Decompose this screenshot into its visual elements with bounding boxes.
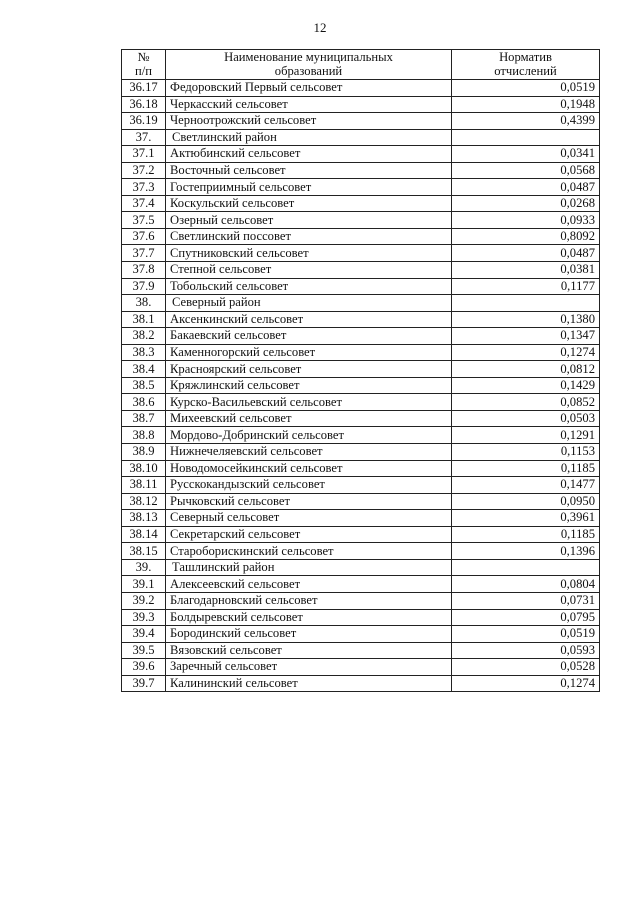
table-row [122, 477, 600, 494]
municipality-name: Северный сельсовет [166, 510, 452, 527]
norm-value: 0,0852 [452, 394, 600, 411]
table-row [122, 526, 600, 543]
table-row [122, 344, 600, 361]
norm-value: 0,1948 [452, 96, 600, 113]
row-number: 38.8 [122, 427, 166, 444]
row-number: 37. [122, 129, 166, 146]
municipality-name: Кряжлинский сельсовет [166, 377, 452, 394]
norm-value: 0,0519 [452, 626, 600, 643]
table-row [122, 510, 600, 527]
municipality-name: Озерный сельсовет [166, 212, 452, 229]
municipality-name: Михеевский сельсовет [166, 410, 452, 427]
district-name: Светлинский район [166, 129, 452, 146]
table-row [122, 460, 600, 477]
table-row [122, 179, 600, 196]
table-row [122, 493, 600, 510]
table-row [122, 427, 600, 444]
row-number: 39. [122, 559, 166, 576]
row-number: 39.3 [122, 609, 166, 626]
row-number: 39.2 [122, 592, 166, 609]
row-number: 37.5 [122, 212, 166, 229]
district-row [122, 129, 600, 146]
row-number: 38.10 [122, 460, 166, 477]
municipality-name: Вязовский сельсовет [166, 642, 452, 659]
row-number: 38.1 [122, 311, 166, 328]
row-number: 36.19 [122, 113, 166, 130]
row-number: 37.1 [122, 146, 166, 163]
municipality-name: Бакаевский сельсовет [166, 328, 452, 345]
table-row [122, 328, 600, 345]
row-number: 38.9 [122, 444, 166, 461]
row-number: 38.6 [122, 394, 166, 411]
norms-table [121, 49, 600, 692]
norm-value: 0,0528 [452, 659, 600, 676]
table-row [122, 80, 600, 97]
municipality-name: Русскокандызский сельсовет [166, 477, 452, 494]
row-number: 39.7 [122, 675, 166, 692]
row-number: 36.17 [122, 80, 166, 97]
municipality-name: Аксенкинский сельсовет [166, 311, 452, 328]
norm-value: 0,0731 [452, 592, 600, 609]
municipality-name: Каменногорский сельсовет [166, 344, 452, 361]
norm-value: 0,3961 [452, 510, 600, 527]
municipality-name: Спутниковский сельсовет [166, 245, 452, 262]
row-number: 39.5 [122, 642, 166, 659]
table-row [122, 146, 600, 163]
row-number: 38.12 [122, 493, 166, 510]
norm-value: 0,1274 [452, 344, 600, 361]
table-row [122, 228, 600, 245]
municipality-name: Нижнечеляевский сельсовет [166, 444, 452, 461]
norm-value: 0,0933 [452, 212, 600, 229]
norm-value: 0,1153 [452, 444, 600, 461]
row-number: 39.1 [122, 576, 166, 593]
row-number: 38.5 [122, 377, 166, 394]
row-number: 39.4 [122, 626, 166, 643]
table-row [122, 377, 600, 394]
municipality-name: Тобольский сельсовет [166, 278, 452, 295]
municipality-name: Алексеевский сельсовет [166, 576, 452, 593]
row-number: 38.14 [122, 526, 166, 543]
row-number: 38.11 [122, 477, 166, 494]
row-number: 38.7 [122, 410, 166, 427]
table-row [122, 212, 600, 229]
row-number: 38.15 [122, 543, 166, 560]
row-number: 39.6 [122, 659, 166, 676]
table-row [122, 576, 600, 593]
table-row [122, 659, 600, 676]
table-body [122, 80, 600, 692]
row-number: 38.3 [122, 344, 166, 361]
row-number: 36.18 [122, 96, 166, 113]
table-row [122, 96, 600, 113]
norm-value: 0,1429 [452, 377, 600, 394]
municipality-name: Секретарский сельсовет [166, 526, 452, 543]
municipality-name: Черкасский сельсовет [166, 96, 452, 113]
norm-value: 0,0812 [452, 361, 600, 378]
municipality-name: Федоровский Первый сельсовет [166, 80, 452, 97]
norm-value: 0,0341 [452, 146, 600, 163]
page-number: 12 [313, 20, 327, 35]
table-row [122, 444, 600, 461]
municipality-name: Восточный сельсовет [166, 162, 452, 179]
norm-value: 0,4399 [452, 113, 600, 130]
table-row [122, 278, 600, 295]
table-row [122, 642, 600, 659]
row-number: 37.7 [122, 245, 166, 262]
municipality-name: Степной сельсовет [166, 262, 452, 279]
row-number: 37.4 [122, 195, 166, 212]
table-row [122, 311, 600, 328]
municipality-name: Мордово-Добринский сельсовет [166, 427, 452, 444]
norm-value [452, 295, 600, 312]
row-number: 38.2 [122, 328, 166, 345]
table-row [122, 262, 600, 279]
norm-value: 0,1185 [452, 526, 600, 543]
district-name: Ташлинский район [166, 559, 452, 576]
norm-value: 0,1477 [452, 477, 600, 494]
norm-value: 0,0487 [452, 179, 600, 196]
row-number: 37.9 [122, 278, 166, 295]
norm-value: 0,1396 [452, 543, 600, 560]
norm-value: 0,0950 [452, 493, 600, 510]
norm-value: 0,1185 [452, 460, 600, 477]
norm-value: 0,0487 [452, 245, 600, 262]
table-row [122, 361, 600, 378]
municipality-name: Актюбинский сельсовет [166, 146, 452, 163]
district-row [122, 559, 600, 576]
norm-value: 0,1347 [452, 328, 600, 345]
norm-value [452, 129, 600, 146]
norm-value: 0,0795 [452, 609, 600, 626]
municipality-name: Новодомосейкинский сельсовет [166, 460, 452, 477]
table-row [122, 675, 600, 692]
row-number: 38.4 [122, 361, 166, 378]
header-row [122, 50, 600, 80]
district-name: Северный район [166, 295, 452, 312]
norm-value: 0,0381 [452, 262, 600, 279]
table-row [122, 626, 600, 643]
norm-value: 0,1274 [452, 675, 600, 692]
municipality-name: Благодарновский сельсовет [166, 592, 452, 609]
table-row [122, 609, 600, 626]
municipality-name: Светлинский поссовет [166, 228, 452, 245]
norm-value: 0,0568 [452, 162, 600, 179]
norm-value: 0,1177 [452, 278, 600, 295]
district-row [122, 295, 600, 312]
norm-value: 0,8092 [452, 228, 600, 245]
header-name: Наименование муниципальных образований [166, 50, 452, 80]
municipality-name: Черноотрожский сельсовет [166, 113, 452, 130]
norm-value [452, 559, 600, 576]
row-number: 38. [122, 295, 166, 312]
municipality-name: Гостеприимный сельсовет [166, 179, 452, 196]
row-number: 38.13 [122, 510, 166, 527]
municipality-name: Болдыревский сельсовет [166, 609, 452, 626]
municipality-name: Курско-Васильевский сельсовет [166, 394, 452, 411]
table-header [122, 50, 600, 80]
norm-value: 0,0503 [452, 410, 600, 427]
table-row [122, 195, 600, 212]
norm-value: 0,0804 [452, 576, 600, 593]
row-number: 37.8 [122, 262, 166, 279]
municipality-name: Коскульский сельсовет [166, 195, 452, 212]
norm-value: 0,0268 [452, 195, 600, 212]
municipality-name: Рычковский сельсовет [166, 493, 452, 510]
municipality-name: Бородинский сельсовет [166, 626, 452, 643]
municipality-name: Староборискинский сельсовет [166, 543, 452, 560]
header-value: Норматив отчислений [452, 50, 600, 80]
table-row [122, 394, 600, 411]
norm-value: 0,1291 [452, 427, 600, 444]
norm-value: 0,1380 [452, 311, 600, 328]
table-row [122, 162, 600, 179]
row-number: 37.3 [122, 179, 166, 196]
table-row [122, 410, 600, 427]
row-number: 37.2 [122, 162, 166, 179]
norm-value: 0,0593 [452, 642, 600, 659]
table-row [122, 245, 600, 262]
header-number: № п/п [122, 50, 166, 80]
table-row [122, 113, 600, 130]
municipality-name: Заречный сельсовет [166, 659, 452, 676]
municipality-name: Калининский сельсовет [166, 675, 452, 692]
row-number: 37.6 [122, 228, 166, 245]
table-row [122, 592, 600, 609]
municipality-name: Красноярский сельсовет [166, 361, 452, 378]
norm-value: 0,0519 [452, 80, 600, 97]
table-row [122, 543, 600, 560]
